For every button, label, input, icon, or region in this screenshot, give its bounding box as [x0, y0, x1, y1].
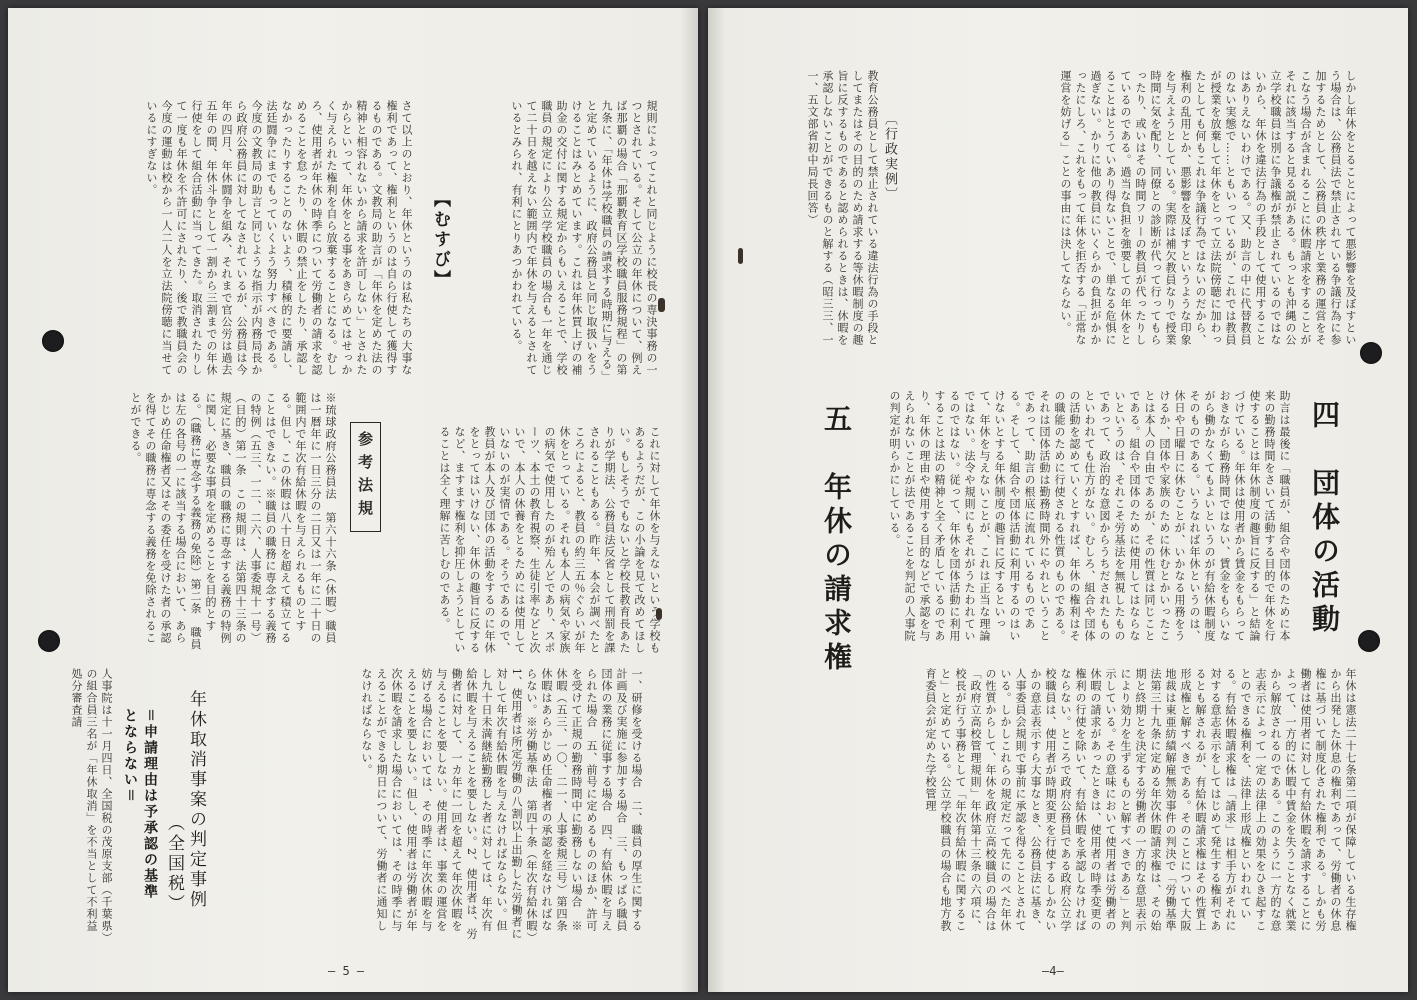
- body-column: さて以上のとおり、年休というのは私たちの大事な権利であって、権利というのは自ら行使して獲得するものである。文教局の助言が「年休を定めた法の精神と相容れないから請求を許可しない」とされたからといって、年休をとる事をあきらめてはせっかく与えられた権利を自ら放棄することになる。むしろ、使用者が年休の時季について労働者の請求を認めることを怠ったり、休暇の禁止をしたり、承認しなかったりすることのないよう、積極的に要請し、法廷闘争にまでもっていくよう努力すべきである。今度の文教局の助言と同じような指示が内務局長から政府公務員に対してなされているが、公務員は今年の四月、年休闘争を組み、それまで官公労は過去五年の間、年休斗争として一割から三割までの年休行使をして組合活動に当ってきた。取消されたりして一度も年休を不許可にされたり、後で教職員会の今度の運動は校から一人二人を立法院傍聴に当せているにすぎない。: [145, 100, 413, 376]
- case-note: ＝申請理由は予承認の基準とならない＝: [122, 708, 158, 900]
- punch-hole: [42, 330, 64, 352]
- case-title: 年休取消事案の判定事例: [186, 690, 206, 910]
- punch-hole: [1358, 630, 1380, 652]
- body-column: 人事院は十一月四日、全国税の茂原支部（千葉県）の組合員三名が「年休取消」を不当として不利益処分審査請: [70, 668, 113, 939]
- page-stain: [658, 298, 665, 312]
- admin-case-heading: 〔行政実例〕: [882, 112, 897, 202]
- body-column: 教育公務員として禁止されている違法行為の手段としてまたはその目的のため請求する等休暇制度の趣旨に反するものであると認められるときは、休暇を承認しないことができるものと解する（昭三三、一一、五文部省初中局長回答）: [806, 70, 879, 346]
- gutter-shadow: [680, 8, 698, 992]
- body-column: 助言は最後に「職員が、組合や団体のために本来の勤務時間をさいて活動する目的で年休を行使することは年休制度の趣旨に反する」と結論づけている。年休は使用者から賃金をもらっておきながら勤務時間ではない、賃金をもらいながら働かなくてもよいというのが有給休暇制度そのものである。いうなれば年休というのは、休日や日曜日に休むことが、いかなる用務をうけるか、団体や家族のために休むとかいったことは本人の自由であるが、その性質は同じことである。組合や団体のために使用してはならないというのは、それこそ労基法を無視したものであって、政治的な意図からうちだされたものといわれても仕方がない。むしろ、組合や団体の活動を認めていくとすれば、年休の権利はその職能のために行使される性質のものである。それは団体活動は勤務時間外にやれということであって、助言の根底に流れているものである。そして、組合や団体活動に利用するのはいけないとする年休制度の趣旨に反するといって、年休を与えないことが、これは正当な理論ではない。法令や規則にもそれがうたわれているのではない。従って、年休を団体活動に利用することは法の精神と全く矛盾しているのであり、年休の理由や使用する目的などで承認を与えられないことが法であることを判記の人事院の判定が明らかにしている。: [888, 390, 1291, 642]
- body-column: ※琉球政府公務員法 第六十六条（休暇）職員は一暦年に一日三分の二日又は一年に二十日の範囲内で年次有給休暇を与えられるものとする。但し、この休暇は八十日を超えて積立てることはできない。※職員の職務に専念する義務の特例（五三、一二、二六、人事委規十一号）（目的）第一条 この規則は、法第四十三条の規定に基き、職員の職務に専念する義務の特例に関し、必要な事項を定めることを目的とする。（職務に専念する義務の免除）第二条 職員は左の各号の一に該当する場合において、あらかじめ任命権者又はその委任を受けた者の承認を得てその職務に専念する義務を免除されることができる。: [129, 392, 337, 651]
- gutter-shadow: [708, 8, 726, 992]
- case-subtitle: （全国税）: [164, 814, 184, 914]
- section-heading-leave-right: 五 年休の請求権: [820, 404, 853, 676]
- punch-hole: [38, 630, 60, 652]
- section-heading-group-activity: 四 団体の活動: [1308, 400, 1341, 638]
- body-column: 規則によってこれと同じように校長の専決事務の一つとされている。そして公立の年休について、例えば那覇の場合「那覇教育区学校職員服務規程」の第九条に、「年休は学校職員の請求する時期に与える」と定めているように、政府公務員と同じ取扱いをうけることはみとめています。これは年休買上げの補助金の交付に関する規定からもいえることで、学校職員の規定により公立学校職員の場合も一年を通じて二十日を越えない範囲内で年休を与えるとされているとみられ、有利にとりあつかわれている。: [510, 100, 658, 377]
- reference-laws-box: 参考法規: [350, 422, 381, 532]
- section-heading-conclusion: 【むすび】: [430, 190, 450, 290]
- punch-hole: [1360, 342, 1382, 364]
- page-number: —4—: [1042, 964, 1064, 978]
- body-column: 一、研修を受ける場合 二、職員の厚生に関する計画及び実施に参加する場合 三、もっぱら職員団体の業務に従事する場合 四、有給休暇を与えられた場合 五、前号に定めるもののほか、許可を受けて正規の勤務時間中に勤務しない場合 ※休暇（五三、一〇、二一、人事委規三号）第四条 休暇はあらかじめ任命権者の承認を経なければならない。※労働基準法 第四十条（年次有給休暇）1、使用者は所定労働の八割以上出勤した労働者に対して年次有給休暇を与えなければならない。但し九十日未満継続勤務した者に対しては、年次有給休暇を与えることを要しない。2、使用者は、労働者に対して、一カ年に一回を超えて年次休暇を与えることを要しない。使用者は、事業の運営を妨げる場合においては、その時季に年次休暇を与えることを要しない。但し、使用者は労働者が年次休暇を請求した場合においては、その時季に与えることができる期日について、労働者に通知しなければならない。: [360, 668, 643, 944]
- right-page: [708, 8, 1408, 992]
- left-page: [8, 8, 698, 992]
- page-stain: [738, 248, 743, 264]
- page-number: — 5 —: [328, 964, 365, 978]
- body-column: しかし年休をとることによって悪影響を及ぼすという場合は、公務員法で禁止されている争議行為に参加するためとして、公務員の秩序と業務の運営をそこなう場合が含まれることに休暇請求をすることがそれに該当すると見る説がある。もっとも沖縄の公立学校職員は別に争議権が禁止されているのではないから、年休を違法行為の手段として使用することはありえないわけである。又、助言の中に代替教員のない実態で……ともいっているが、これでは教員が授業を放棄して年休をとって立法院傍聴に加わったとしても何もこれは争議行為ではないのだから、権利の乱用とか、悪影響を及ぼすというような印象を与えようとしている。実際は補欠教員なりで授業時間に気を配り、同僚との診断が代って行ってもらったり、或いはその時間フリーの教員が代ったりしているのである。過当な負担を強要しての年休をとることはとうていあり得ないことで、単なる危惧に過ぎない。かりに他の教員にいくらかの負担がかかったにしろ、これをもって年休を拒否する「正常な運営を妨げる」ことの事由には決してならない。: [1059, 70, 1357, 346]
- body-column: これに対して年休を与えないという学校もあるようだが、この小論を見て改めてほしい。もしそうでもないと学校長教育長あたりが学期法、公務員法反省として刑罰を課されることもある。昨年、本会が調べたところによると、教員の約三五％ぐらいが年休をとっている。それも本人の病気や家族の病気で使用したのが殆んどであり、スポーツ、本土の教育視察、生徒引率などと次いで、本人の休養をとるためには使用していないのが実情である。そうであるので、教員が本人及び団体の活動をするのに年休をとってはいけない、年休の趣旨に反するなど、ますます権利を抑圧しようとしていることは全く理解に苦しむのである。: [438, 426, 661, 654]
- body-column: 年休は憲法二十七条第二項が保障している生存権から出発した休息の権利であって、労働者の休息権に基づいて制度化された権利である。しかも労働者は使用者に対して有給休暇を請求することによって、一方的に休暇中賃金を失うことなく就業から解放されるのである。このように一方的な意志表示によって一定の法律上の効果をひき起すことのできる権利を、法律上形成権といわれている。有給休暇請求権は「請求」は相手方がそれに対する意志表示をしてはじめて発生する権利であるとも解されるが、有給休暇請求権はその性質上形成権と解すべきである。そのことについて大阪地裁は東亜紡績解雇無効事件の判決で「労働基準法第三十九条に定める年次休暇請求権は、その始期と終期とを決定する労働者の一方的な意思表示により効力を生ずるものと解すべきである」と判示している。その意味において使用者は労働者の休暇の請求があったときは、使用者の時季変更の権利の行使を除いて、有給休暇を承認しなければならない。ところで政府公務員である政府公立学校職員は、使用者が時期変更を行使するしかないかの意志表示すら大事なとき、公務員法に基き、人事委員会規則で事前に承認を得ることとされている。しかしこれらの規定だって先にのべた年休の性質からして、年休を政府立高校職員の場合は「政府立高校管理規則」年休第十三条の六項に、校長が行う事務として「年次有給休暇に関すること」と定めている。公立学校職員の場合も地方教育委員会が定めた学校管理: [924, 668, 1357, 932]
